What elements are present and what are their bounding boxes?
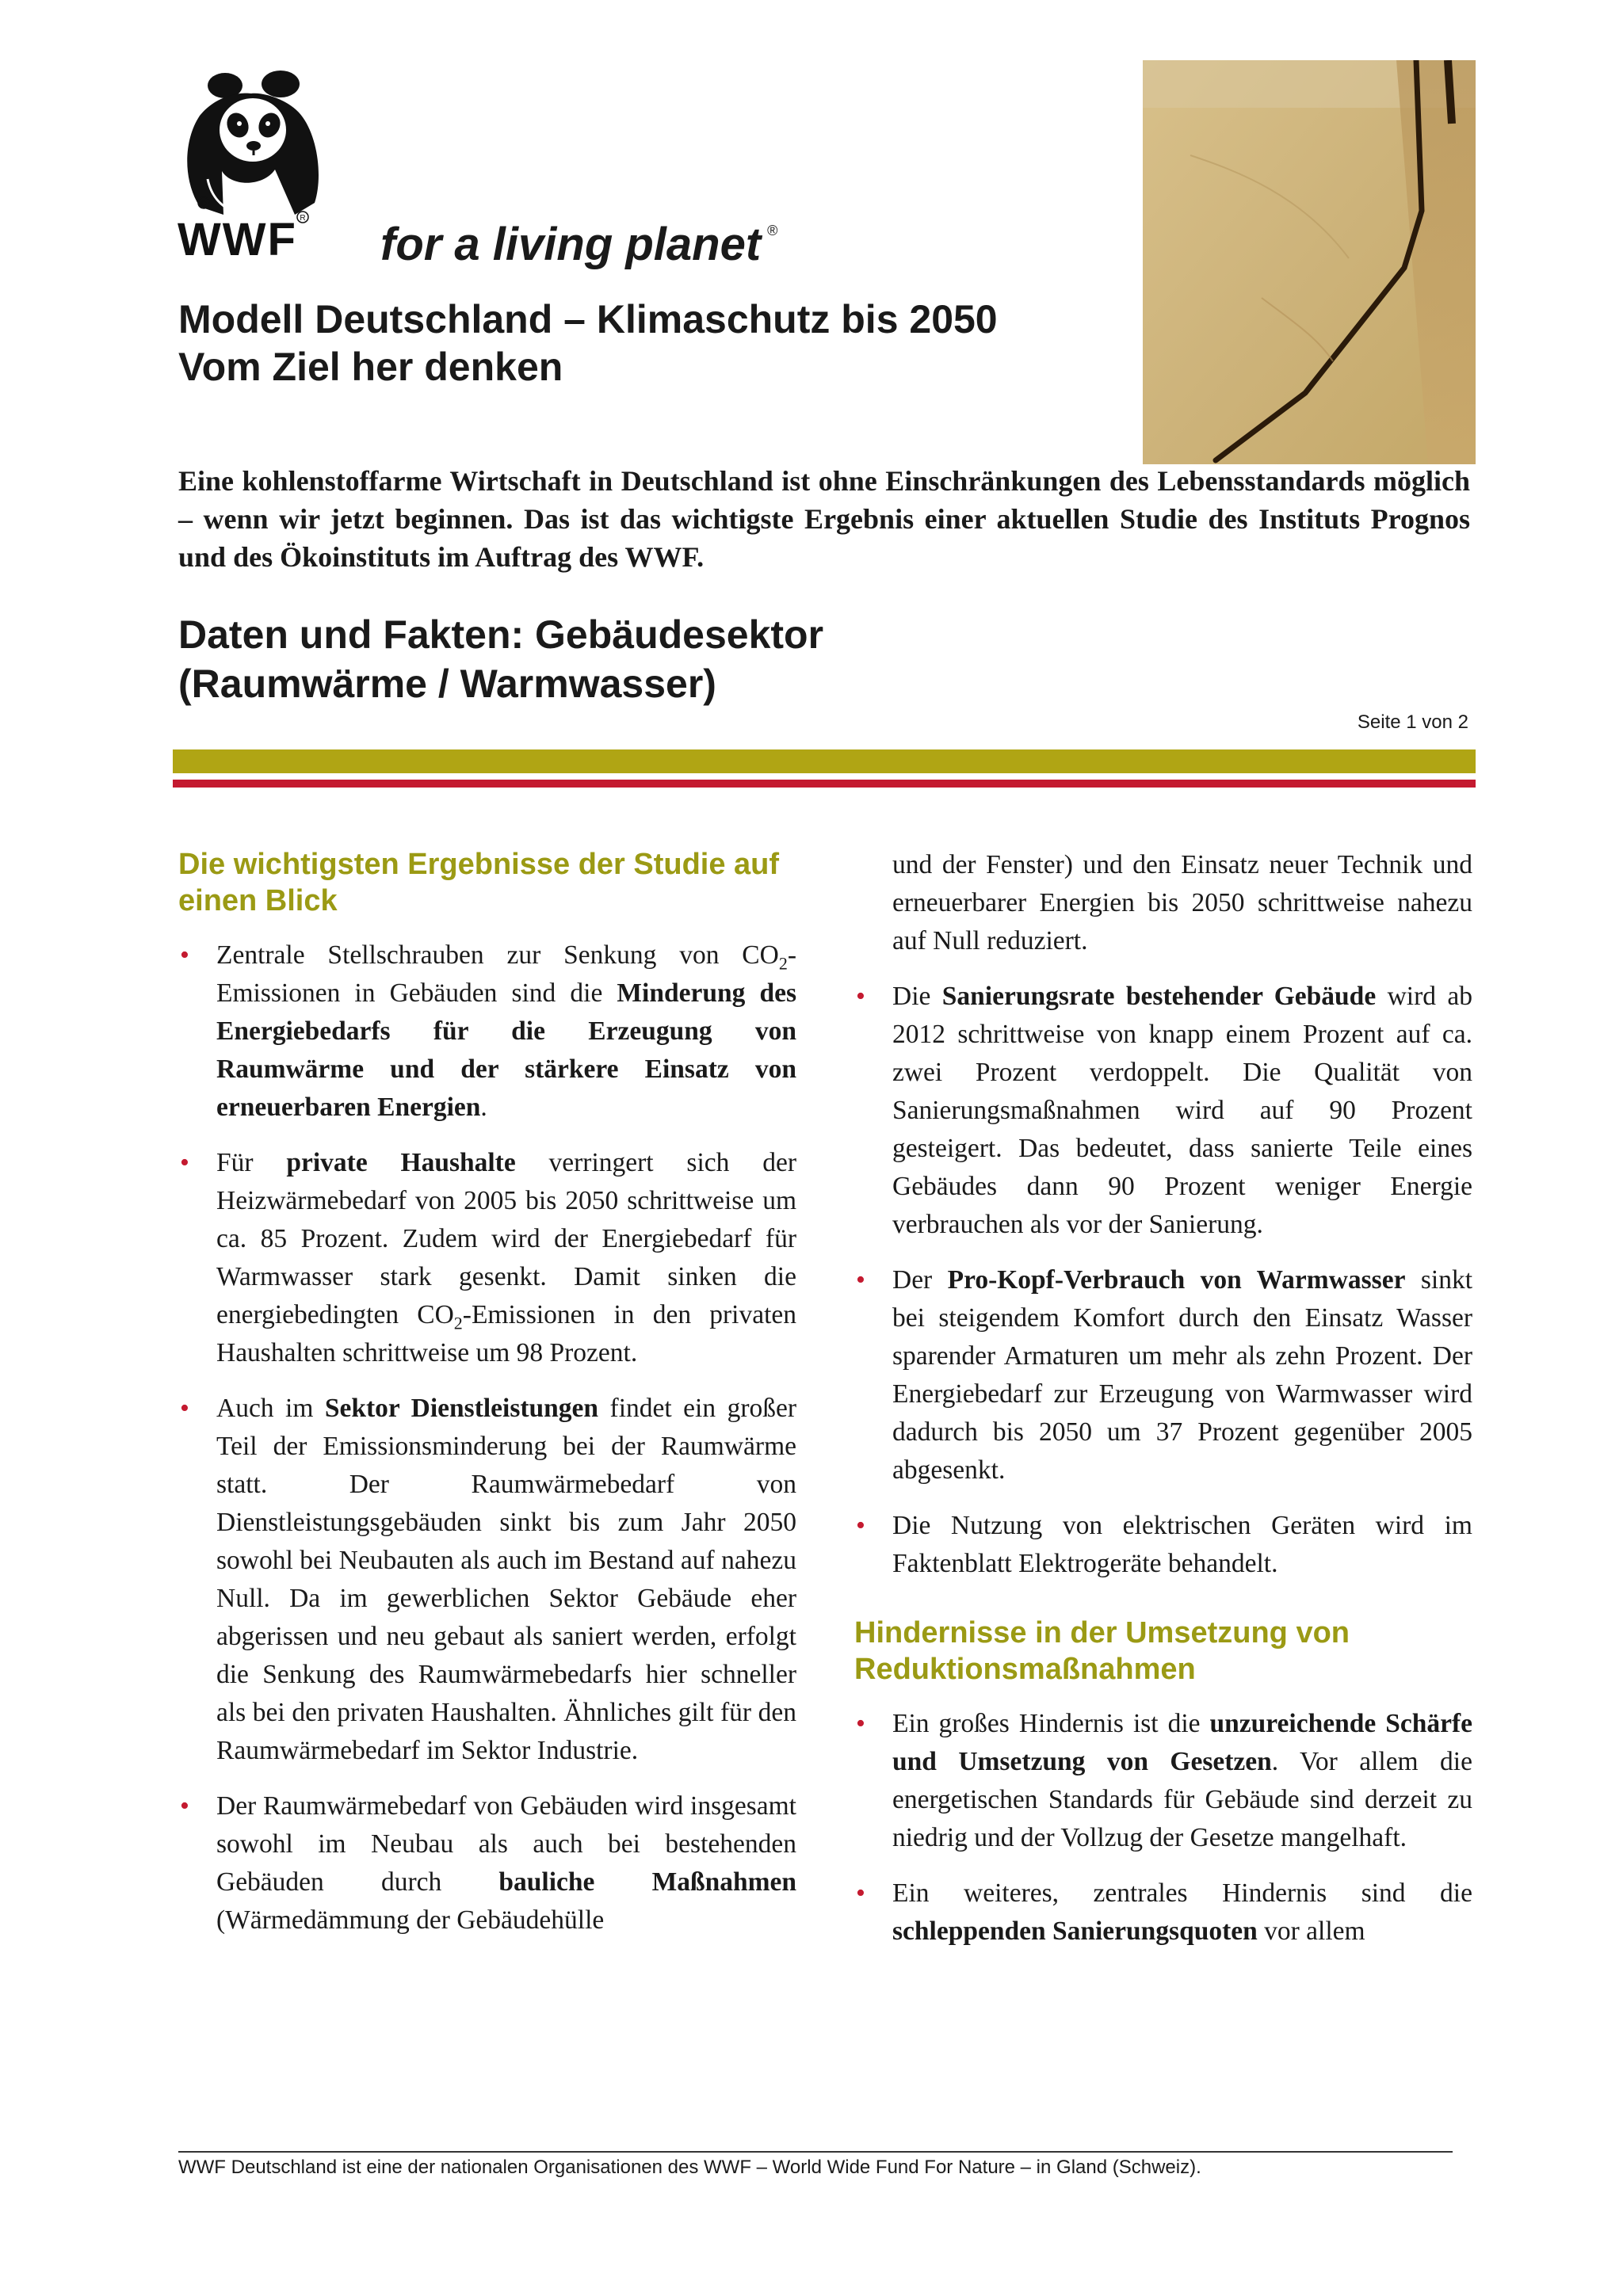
main-title-line1: Modell Deutschland – Klimaschutz bis 2050 xyxy=(178,297,998,341)
list-item: • Ein weiteres, zentrales Hindernis sind die schleppenden Sanierungsquoten vor allem xyxy=(854,1875,1472,1951)
registered-mark: ® xyxy=(767,223,778,238)
wwf-panda-logo-icon xyxy=(176,68,327,258)
red-bullet-icon: • xyxy=(180,940,189,970)
obstacles-heading: Hindernisse in der Umsetzung von Reduktionsmaßnahmen xyxy=(854,1616,1350,1686)
svg-text:R: R xyxy=(300,214,306,223)
svg-text:©: © xyxy=(200,200,207,208)
left-column xyxy=(178,846,796,1957)
red-bullet-icon: • xyxy=(180,1394,189,1423)
footer-text: WWF Deutschland ist eine der nationalen Organisationen des WWF – World Wide Fund For Nature – in Gland (Schweiz). xyxy=(178,2157,1201,2178)
section-title-line2: (Raumwärme / Warmwasser) xyxy=(178,662,716,706)
obstacles-list xyxy=(854,1705,1472,1951)
continued-text: und der Fenster) und den Einsatz neuer Technik und erneuerbarer Energien bis 2050 schrittweise nahezu auf Null reduziert. xyxy=(892,850,1472,955)
svg-text:WWF: WWF xyxy=(178,214,297,258)
red-bullet-icon: • xyxy=(856,1265,865,1295)
footer-rule xyxy=(178,2151,1453,2153)
results-list xyxy=(178,936,796,1939)
section-title-line1: Daten und Fakten: Gebäudesektor xyxy=(178,612,824,657)
right-column xyxy=(854,846,1472,1968)
red-bullet-icon: • xyxy=(856,1709,865,1738)
list-item: • Auch im Sektor Dienstleistungen findet ein großer Teil der Emissionsminderung bei der Raumwärme statt. Der Raumwärmebedarf von Dienstleistungsgebäuden sinkt bis zum Jahr 2050 sowohl bei Neubauten als auch im Bestand auf nahezu Null. Da im gewerblichen Sektor Gebäude eher abgerissen und neu gebaut als saniert werden, erfolgt die Senkung des Raumwärmebedarfs hier schneller als bei den privaten Haushalten. Ähnliches gilt für den Raumwärmebedarf im Sektor Industrie. xyxy=(178,1390,796,1770)
list-item: • Für private Haushalte verringert sich der Heizwärmebedarf von 2005 bis 2050 schrittweise um ca. 85 Prozent. Zudem wird der Energiebedarf für Warmwasser stark gesenkt. Damit sinken die energiebedingten $CO_2$-Emissionen in den privaten Haushalten schrittweise um 98 Prozent. xyxy=(178,1144,796,1372)
main-title-line2: Vom Ziel her denken xyxy=(178,345,563,389)
header-photo xyxy=(1143,60,1476,464)
red-bullet-icon: • xyxy=(856,1511,865,1540)
lead-paragraph: Eine kohlenstoffarme Wirtschaft in Deutschland ist ohne Einschränkungen des Lebensstandards möglich – wenn wir jetzt beginnen. Das ist das wichtigste Ergebnis einer aktuellen Studie des Instituts Prognos und des Ökoinstituts im Auftrag des WWF. xyxy=(178,465,1470,573)
red-bullet-icon: • xyxy=(180,1791,189,1821)
red-divider-bar xyxy=(173,780,1476,788)
list-item: • Zentrale Stellschrauben zur Senkung von $CO_2$-Emissionen in Gebäuden sind die Minderung des Energiebedarfs für die Erzeugung von Raumwärme und der stärkere Einsatz von erneuerbaren Energien. xyxy=(178,936,796,1127)
red-bullet-icon: • xyxy=(180,1148,189,1177)
results-list-continued xyxy=(854,978,1472,1583)
section-title xyxy=(178,610,1209,708)
list-item: • Die Sanierungsrate bestehender Gebäude wird ab 2012 schrittweise von knapp einem Prozent auf ca. zwei Prozent verdoppelt. Die Qualität von Sanierungsmaßnahmen wird auf 90 Prozent gesteigert. Das bedeutet, dass sanierte Teile eines Gebäudes dann 90 Prozent weniger Energie verbrauchen als vor der Sanierung. xyxy=(854,978,1472,1244)
list-item: • Der Raumwärmebedarf von Gebäuden wird insgesamt sowohl im Neubau als auch bei bestehenden Gebäuden durch bauliche Maßnahmen (Wärmedämmung der Gebäudehülle xyxy=(178,1787,796,1939)
red-bullet-icon: • xyxy=(856,982,865,1011)
red-bullet-icon: • xyxy=(856,1878,865,1908)
page-number: Seite 1 von 2 xyxy=(1357,711,1468,733)
main-title xyxy=(178,296,1129,391)
list-item: • Ein großes Hindernis ist die unzureichende Schärfe und Umsetzung von Gesetzen. Vor allem die energetischen Standards für Gebäude sind derzeit zu niedrig und der Vollzug der Gesetze mangelhaft. xyxy=(854,1705,1472,1857)
tagline: for a living planet ® xyxy=(380,219,778,270)
wwf-logo xyxy=(176,68,327,258)
olive-divider-bar xyxy=(173,749,1476,773)
list-item: • Die Nutzung von elektrischen Geräten wird im Faktenblatt Elektrogeräte behandelt. xyxy=(854,1507,1472,1583)
list-item: • Der Pro-Kopf-Verbrauch von Warmwasser sinkt bei steigendem Komfort durch den Einsatz Wasser sparender Armaturen um mehr als zehn Prozent. Der Energiebedarf zur Erzeugung von Warmwasser wird dadurch bis 2050 um 37 Prozent gegenüber 2005 abgesenkt. xyxy=(854,1261,1472,1489)
results-heading: Die wichtigsten Ergebnisse der Studie auf einen Blick xyxy=(178,848,780,917)
